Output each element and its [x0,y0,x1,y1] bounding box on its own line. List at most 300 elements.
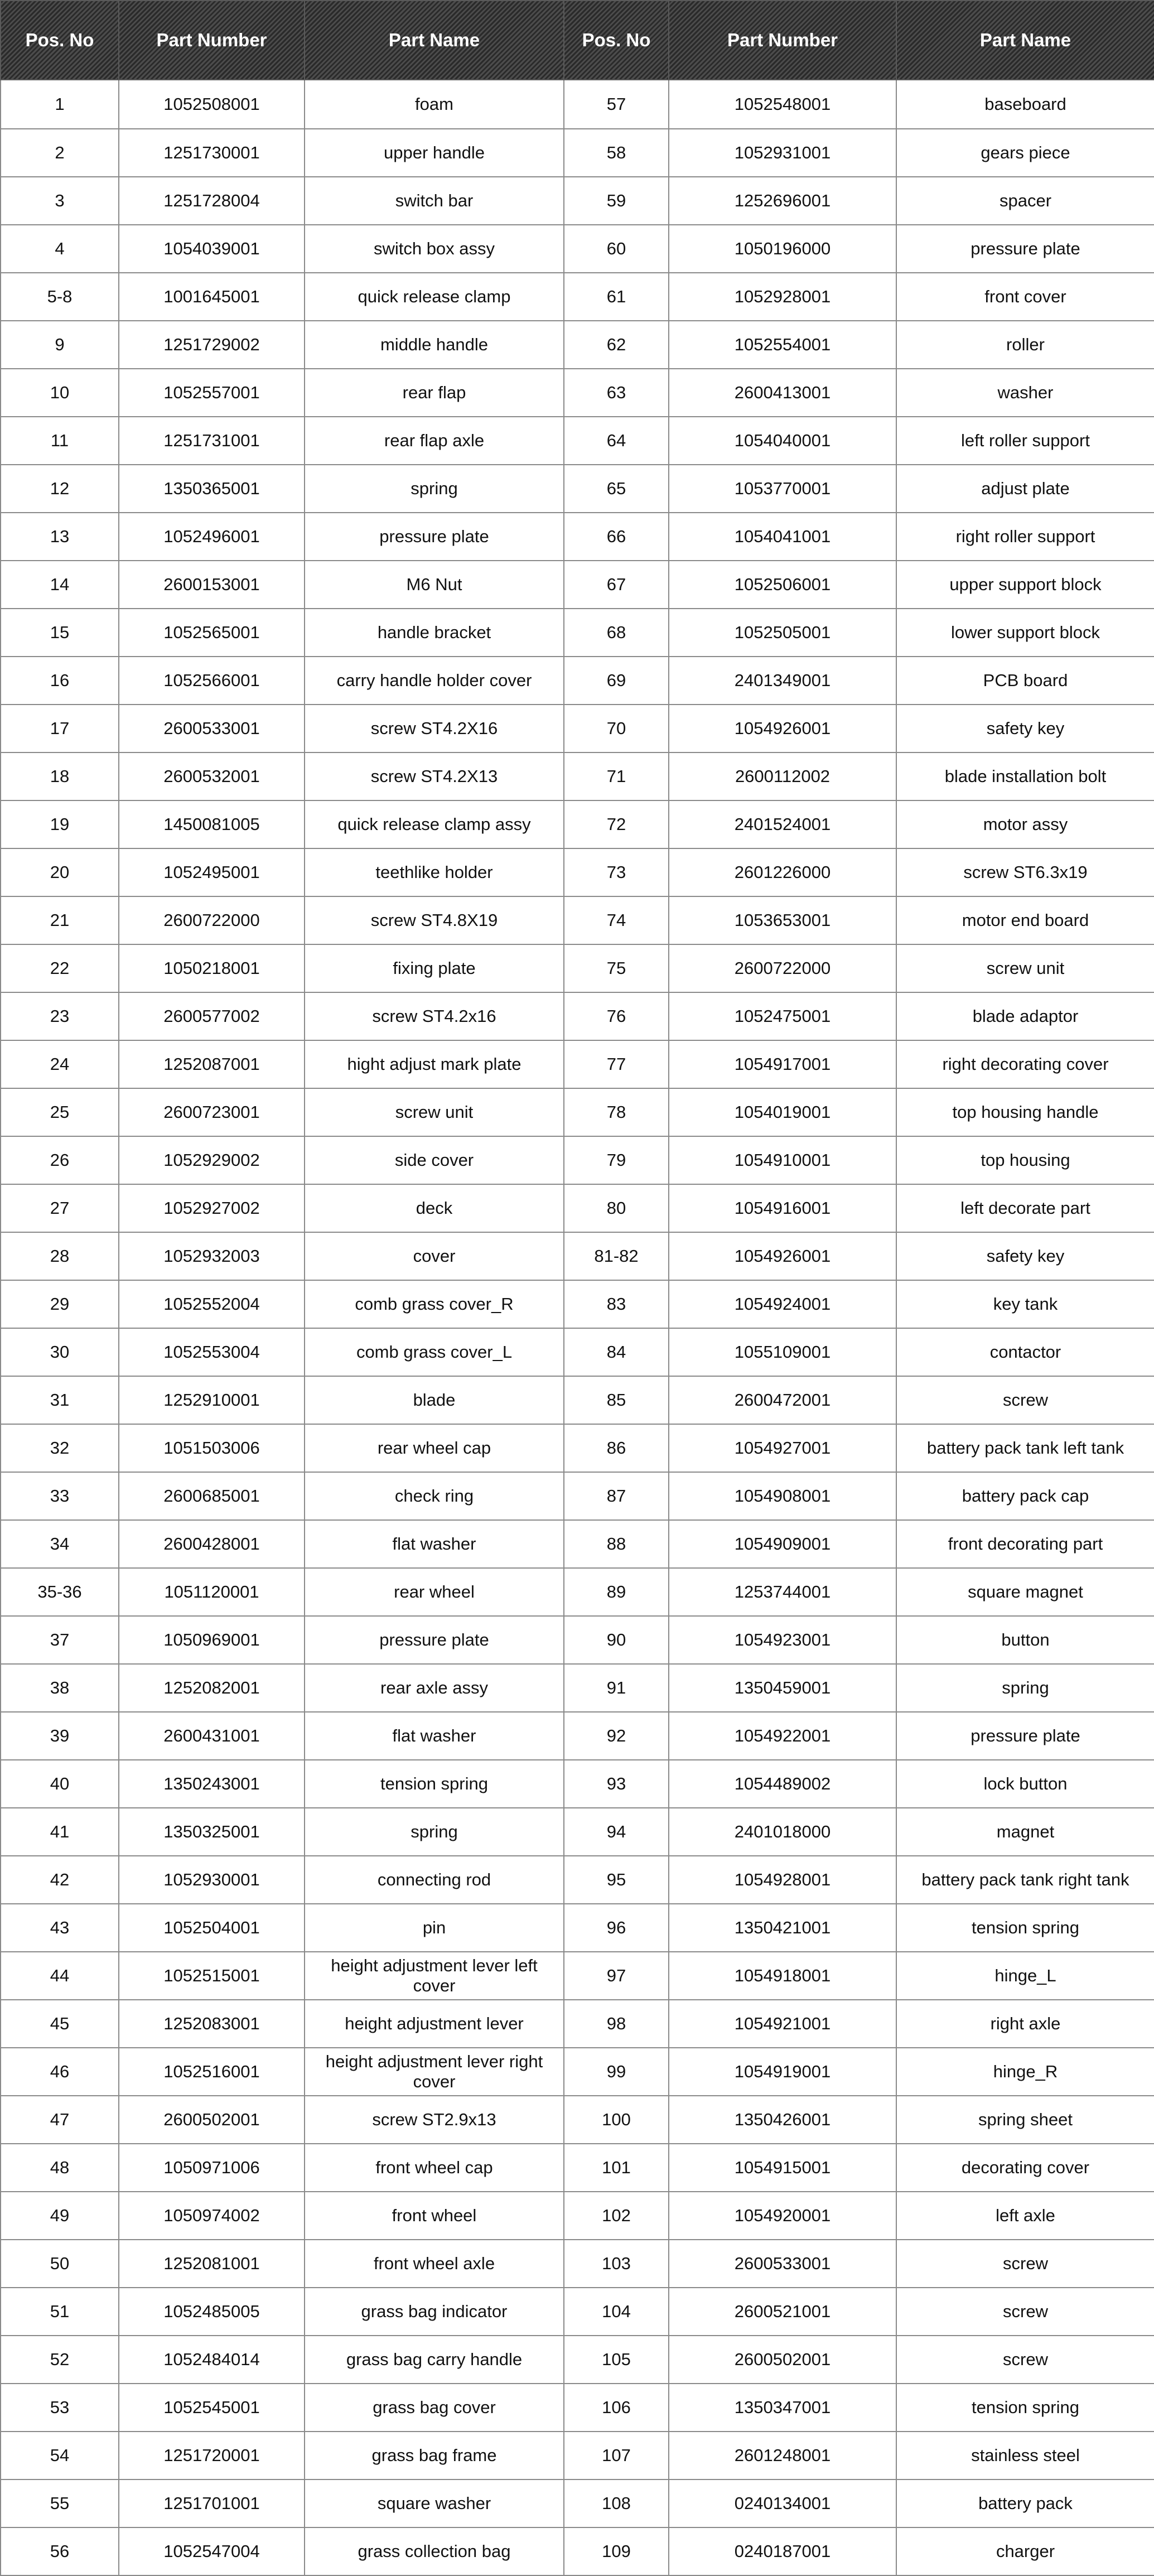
part-name-cell: rear flap [305,369,564,417]
pos-no-cell: 28 [1,1232,119,1280]
header-part-number-left: Part Number [119,1,305,80]
part-name-cell: hinge_R [896,2048,1154,2096]
table-row [1,752,1154,800]
pos-no-cell: 59 [564,177,669,225]
part-number-cell: 2601226000 [669,848,896,896]
part-number-cell: 1054918001 [669,1952,896,2000]
table-row [1,2432,1154,2479]
pos-no-cell: 79 [564,1136,669,1184]
part-name-cell: lock button [896,1760,1154,1808]
pos-no-cell: 99 [564,2048,669,2096]
part-name-cell: right roller support [896,513,1154,561]
header-pos-no-right: Pos. No [564,1,669,80]
pos-no-cell: 23 [1,992,119,1040]
table-row [1,2384,1154,2432]
pos-no-cell: 26 [1,1136,119,1184]
part-number-cell: 1052554001 [669,321,896,369]
part-number-cell: 1052504001 [119,1904,305,1952]
part-number-cell: 2600502001 [119,2096,305,2144]
table-row [1,2288,1154,2336]
part-number-cell: 1251730001 [119,129,305,177]
part-number-cell: 1054917001 [669,1040,896,1088]
pos-no-cell: 10 [1,369,119,417]
part-name-cell: tension spring [896,2384,1154,2432]
pos-no-cell: 86 [564,1424,669,1472]
part-number-cell: 1251728004 [119,177,305,225]
part-name-cell: washer [896,369,1154,417]
pos-no-cell: 93 [564,1760,669,1808]
pos-no-cell: 101 [564,2144,669,2192]
part-number-cell: 2601248001 [669,2432,896,2479]
part-name-cell: spring sheet [896,2096,1154,2144]
table-row [1,465,1154,513]
part-number-cell: 2600722000 [119,896,305,944]
part-name-cell: carry handle holder cover [305,657,564,705]
pos-no-cell: 72 [564,800,669,848]
table-row [1,417,1154,465]
part-number-cell: 1052508001 [119,80,305,129]
pos-no-cell: 37 [1,1616,119,1664]
table-row [1,561,1154,609]
part-name-cell: comb grass cover_L [305,1328,564,1376]
part-name-cell: square washer [305,2479,564,2527]
part-name-cell: blade [305,1376,564,1424]
part-number-cell: 2600577002 [119,992,305,1040]
part-name-cell: screw ST4.2X13 [305,752,564,800]
part-number-cell: 2600472001 [669,1376,896,1424]
table-row [1,2048,1154,2096]
pos-no-cell: 71 [564,752,669,800]
part-name-cell: grass collection bag [305,2527,564,2575]
table-row [1,1664,1154,1712]
header-part-name-right: Part Name [896,1,1154,80]
pos-no-cell: 14 [1,561,119,609]
part-name-cell: handle bracket [305,609,564,657]
part-name-cell: pin [305,1904,564,1952]
part-name-cell: adjust plate [896,465,1154,513]
table-row [1,1568,1154,1616]
pos-no-cell: 81-82 [564,1232,669,1280]
part-number-cell: 2600723001 [119,1088,305,1136]
part-number-cell: 1054926001 [669,1232,896,1280]
part-number-cell: 1450081005 [119,800,305,848]
pos-no-cell: 31 [1,1376,119,1424]
pos-no-cell: 35-36 [1,1568,119,1616]
part-name-cell: hight adjust mark plate [305,1040,564,1088]
pos-no-cell: 83 [564,1280,669,1328]
header-part-number-right: Part Number [669,1,896,80]
pos-no-cell: 67 [564,561,669,609]
part-number-cell: 1050969001 [119,1616,305,1664]
part-name-cell: rear flap axle [305,417,564,465]
pos-no-cell: 41 [1,1808,119,1856]
pos-no-cell: 87 [564,1472,669,1520]
part-name-cell: screw unit [896,944,1154,992]
part-name-cell: screw ST6.3x19 [896,848,1154,896]
part-number-cell: 1050218001 [119,944,305,992]
part-name-cell: screw unit [305,1088,564,1136]
part-number-cell: 1054916001 [669,1184,896,1232]
table-row [1,1184,1154,1232]
part-number-cell: 1054924001 [669,1280,896,1328]
pos-no-cell: 25 [1,1088,119,1136]
table-row [1,129,1154,177]
table-row [1,1904,1154,1952]
part-name-cell: spring [305,465,564,513]
pos-no-cell: 49 [1,2192,119,2240]
part-name-cell: grass bag indicator [305,2288,564,2336]
part-number-cell: 1054489002 [669,1760,896,1808]
pos-no-cell: 60 [564,225,669,273]
part-name-cell: left axle [896,2192,1154,2240]
part-number-cell: 1052475001 [669,992,896,1040]
part-number-cell: 1052547004 [119,2527,305,2575]
part-number-cell: 1054919001 [669,2048,896,2096]
part-number-cell: 1050971006 [119,2144,305,2192]
table-row [1,896,1154,944]
pos-no-cell: 47 [1,2096,119,2144]
part-number-cell: 1253744001 [669,1568,896,1616]
part-number-cell: 1052553004 [119,1328,305,1376]
part-name-cell: screw ST4.8X19 [305,896,564,944]
part-name-cell: pressure plate [305,1616,564,1664]
pos-no-cell: 29 [1,1280,119,1328]
part-name-cell: screw [896,2336,1154,2384]
part-number-cell: 2600722000 [669,944,896,992]
part-number-cell: 1054927001 [669,1424,896,1472]
part-name-cell: pressure plate [896,1712,1154,1760]
part-number-cell: 0240134001 [669,2479,896,2527]
pos-no-cell: 32 [1,1424,119,1472]
part-name-cell: safety key [896,1232,1154,1280]
pos-no-cell: 1 [1,80,119,129]
pos-no-cell: 84 [564,1328,669,1376]
part-number-cell: 1350426001 [669,2096,896,2144]
pos-no-cell: 90 [564,1616,669,1664]
part-name-cell: spring [896,1664,1154,1712]
pos-no-cell: 108 [564,2479,669,2527]
pos-no-cell: 43 [1,1904,119,1952]
part-number-cell: 1050974002 [119,2192,305,2240]
pos-no-cell: 40 [1,1760,119,1808]
part-number-cell: 1052515001 [119,1952,305,2000]
part-number-cell: 2401018000 [669,1808,896,1856]
part-name-cell: gears piece [896,129,1154,177]
table-row [1,2479,1154,2527]
pos-no-cell: 42 [1,1856,119,1904]
part-name-cell: right axle [896,2000,1154,2048]
part-name-cell: rear axle assy [305,1664,564,1712]
part-name-cell: height adjustment lever left cover [305,1952,564,2000]
pos-no-cell: 106 [564,2384,669,2432]
table-row [1,848,1154,896]
part-number-cell: 1052557001 [119,369,305,417]
pos-no-cell: 38 [1,1664,119,1712]
part-name-cell: PCB board [896,657,1154,705]
part-number-cell: 2600431001 [119,1712,305,1760]
pos-no-cell: 88 [564,1520,669,1568]
pos-no-cell: 100 [564,2096,669,2144]
pos-no-cell: 74 [564,896,669,944]
header-pos-no-left: Pos. No [1,1,119,80]
pos-no-cell: 34 [1,1520,119,1568]
part-number-cell: 1252083001 [119,2000,305,2048]
pos-no-cell: 21 [1,896,119,944]
part-name-cell: connecting rod [305,1856,564,1904]
part-number-cell: 1053770001 [669,465,896,513]
part-number-cell: 1052496001 [119,513,305,561]
table-row [1,1472,1154,1520]
table-row [1,2000,1154,2048]
part-name-cell: top housing [896,1136,1154,1184]
part-number-cell: 0240187001 [669,2527,896,2575]
part-name-cell: tension spring [896,1904,1154,1952]
pos-no-cell: 54 [1,2432,119,2479]
part-name-cell: quick release clamp assy [305,800,564,848]
part-name-cell: flat washer [305,1520,564,1568]
pos-no-cell: 80 [564,1184,669,1232]
table-row [1,1088,1154,1136]
table-row [1,2192,1154,2240]
part-name-cell: front wheel [305,2192,564,2240]
part-name-cell: pressure plate [896,225,1154,273]
pos-no-cell: 102 [564,2192,669,2240]
part-number-cell: 1052552004 [119,1280,305,1328]
pos-no-cell: 18 [1,752,119,800]
part-number-cell: 2600532001 [119,752,305,800]
table-row [1,1328,1154,1376]
part-number-cell: 1252696001 [669,177,896,225]
part-name-cell: foam [305,80,564,129]
part-name-cell: left decorate part [896,1184,1154,1232]
part-number-cell: 1054928001 [669,1856,896,1904]
part-name-cell: teethlike holder [305,848,564,896]
part-number-cell: 1052928001 [669,273,896,321]
part-name-cell: check ring [305,1472,564,1520]
table-row [1,609,1154,657]
pos-no-cell: 53 [1,2384,119,2432]
part-name-cell: blade installation bolt [896,752,1154,800]
part-name-cell: screw [896,2288,1154,2336]
part-name-cell: height adjustment lever right cover [305,2048,564,2096]
part-name-cell: front wheel cap [305,2144,564,2192]
part-number-cell: 2600413001 [669,369,896,417]
table-row [1,944,1154,992]
pos-no-cell: 66 [564,513,669,561]
part-number-cell: 1052484014 [119,2336,305,2384]
table-row [1,225,1154,273]
pos-no-cell: 22 [1,944,119,992]
pos-no-cell: 15 [1,609,119,657]
pos-no-cell: 63 [564,369,669,417]
pos-no-cell: 52 [1,2336,119,2384]
pos-no-cell: 30 [1,1328,119,1376]
part-name-cell: screw ST4.2X16 [305,705,564,752]
part-number-cell: 1052566001 [119,657,305,705]
pos-no-cell: 44 [1,1952,119,2000]
table-row [1,1040,1154,1088]
part-number-cell: 1252087001 [119,1040,305,1088]
part-name-cell: motor assy [896,800,1154,848]
part-name-cell: rear wheel cap [305,1424,564,1472]
part-number-cell: 2600533001 [119,705,305,752]
part-name-cell: upper handle [305,129,564,177]
pos-no-cell: 51 [1,2288,119,2336]
table-row [1,2096,1154,2144]
part-name-cell: contactor [896,1328,1154,1376]
part-number-cell: 1052929002 [119,1136,305,1184]
part-name-cell: charger [896,2527,1154,2575]
pos-no-cell: 4 [1,225,119,273]
pos-no-cell: 12 [1,465,119,513]
part-name-cell: cover [305,1232,564,1280]
part-name-cell: switch bar [305,177,564,225]
pos-no-cell: 3 [1,177,119,225]
part-number-cell: 1251729002 [119,321,305,369]
part-name-cell: screw ST2.9x13 [305,2096,564,2144]
part-name-cell: comb grass cover_R [305,1280,564,1328]
part-name-cell: left roller support [896,417,1154,465]
table-row [1,657,1154,705]
part-number-cell: 1052548001 [669,80,896,129]
header-row [1,1,1154,80]
part-name-cell: pressure plate [305,513,564,561]
table-row [1,1712,1154,1760]
part-number-cell: 1052930001 [119,1856,305,1904]
part-name-cell: roller [896,321,1154,369]
part-number-cell: 1052927002 [119,1184,305,1232]
part-number-cell: 2600502001 [669,2336,896,2384]
pos-no-cell: 96 [564,1904,669,1952]
pos-no-cell: 46 [1,2048,119,2096]
pos-no-cell: 75 [564,944,669,992]
part-name-cell: blade adaptor [896,992,1154,1040]
table-row [1,1136,1154,1184]
part-name-cell: battery pack tank left tank [896,1424,1154,1472]
table-row [1,2144,1154,2192]
table-row [1,1808,1154,1856]
table-row [1,1760,1154,1808]
part-name-cell: spacer [896,177,1154,225]
part-name-cell: grass bag frame [305,2432,564,2479]
pos-no-cell: 5-8 [1,273,119,321]
part-number-cell: 1350365001 [119,465,305,513]
part-name-cell: right decorating cover [896,1040,1154,1088]
part-number-cell: 1051503006 [119,1424,305,1472]
part-name-cell: top housing handle [896,1088,1154,1136]
part-name-cell: decorating cover [896,2144,1154,2192]
part-name-cell: baseboard [896,80,1154,129]
part-number-cell: 1251720001 [119,2432,305,2479]
pos-no-cell: 56 [1,2527,119,2575]
part-number-cell: 1054040001 [669,417,896,465]
table-row [1,1232,1154,1280]
pos-no-cell: 69 [564,657,669,705]
part-name-cell: upper support block [896,561,1154,609]
pos-no-cell: 58 [564,129,669,177]
part-name-cell: screw [896,2240,1154,2288]
table-row [1,705,1154,752]
part-number-cell: 2600533001 [669,2240,896,2288]
part-number-cell: 1052485005 [119,2288,305,2336]
pos-no-cell: 89 [564,1568,669,1616]
part-number-cell: 1052495001 [119,848,305,896]
pos-no-cell: 48 [1,2144,119,2192]
pos-no-cell: 20 [1,848,119,896]
part-name-cell: battery pack tank right tank [896,1856,1154,1904]
part-number-cell: 1054922001 [669,1712,896,1760]
pos-no-cell: 98 [564,2000,669,2048]
pos-no-cell: 78 [564,1088,669,1136]
part-number-cell: 1252082001 [119,1664,305,1712]
part-name-cell: spring [305,1808,564,1856]
part-number-cell: 1052506001 [669,561,896,609]
pos-no-cell: 64 [564,417,669,465]
pos-no-cell: 2 [1,129,119,177]
part-number-cell: 1350459001 [669,1664,896,1712]
pos-no-cell: 62 [564,321,669,369]
part-name-cell: fixing plate [305,944,564,992]
pos-no-cell: 55 [1,2479,119,2527]
part-number-cell: 2600153001 [119,561,305,609]
header-part-name-left: Part Name [305,1,564,80]
table-row [1,1616,1154,1664]
pos-no-cell: 107 [564,2432,669,2479]
part-number-cell: 1053653001 [669,896,896,944]
part-number-cell: 1054041001 [669,513,896,561]
table-row [1,1376,1154,1424]
part-name-cell: hinge_L [896,1952,1154,2000]
pos-no-cell: 33 [1,1472,119,1520]
table-row [1,80,1154,129]
part-name-cell: magnet [896,1808,1154,1856]
pos-no-cell: 45 [1,2000,119,2048]
part-name-cell: switch box assy [305,225,564,273]
part-number-cell: 1055109001 [669,1328,896,1376]
table-row [1,273,1154,321]
table-row [1,369,1154,417]
part-number-cell: 1052565001 [119,609,305,657]
part-number-cell: 1251731001 [119,417,305,465]
part-name-cell: height adjustment lever [305,2000,564,2048]
pos-no-cell: 68 [564,609,669,657]
part-number-cell: 1052505001 [669,609,896,657]
table-row [1,1856,1154,1904]
part-number-cell: 1350347001 [669,2384,896,2432]
part-number-cell: 2600112002 [669,752,896,800]
part-name-cell: battery pack cap [896,1472,1154,1520]
part-name-cell: deck [305,1184,564,1232]
pos-no-cell: 77 [564,1040,669,1088]
part-number-cell: 1252081001 [119,2240,305,2288]
table-row [1,1424,1154,1472]
part-number-cell: 1350325001 [119,1808,305,1856]
part-number-cell: 2401349001 [669,657,896,705]
part-name-cell: front decorating part [896,1520,1154,1568]
part-number-cell: 1054920001 [669,2192,896,2240]
pos-no-cell: 97 [564,1952,669,2000]
table-row [1,321,1154,369]
table-row [1,800,1154,848]
part-number-cell: 1054926001 [669,705,896,752]
part-number-cell: 2401524001 [669,800,896,848]
pos-no-cell: 9 [1,321,119,369]
pos-no-cell: 50 [1,2240,119,2288]
part-number-cell: 1052545001 [119,2384,305,2432]
part-name-cell: grass bag carry handle [305,2336,564,2384]
part-number-cell: 1054910001 [669,1136,896,1184]
part-name-cell: screw [896,1376,1154,1424]
